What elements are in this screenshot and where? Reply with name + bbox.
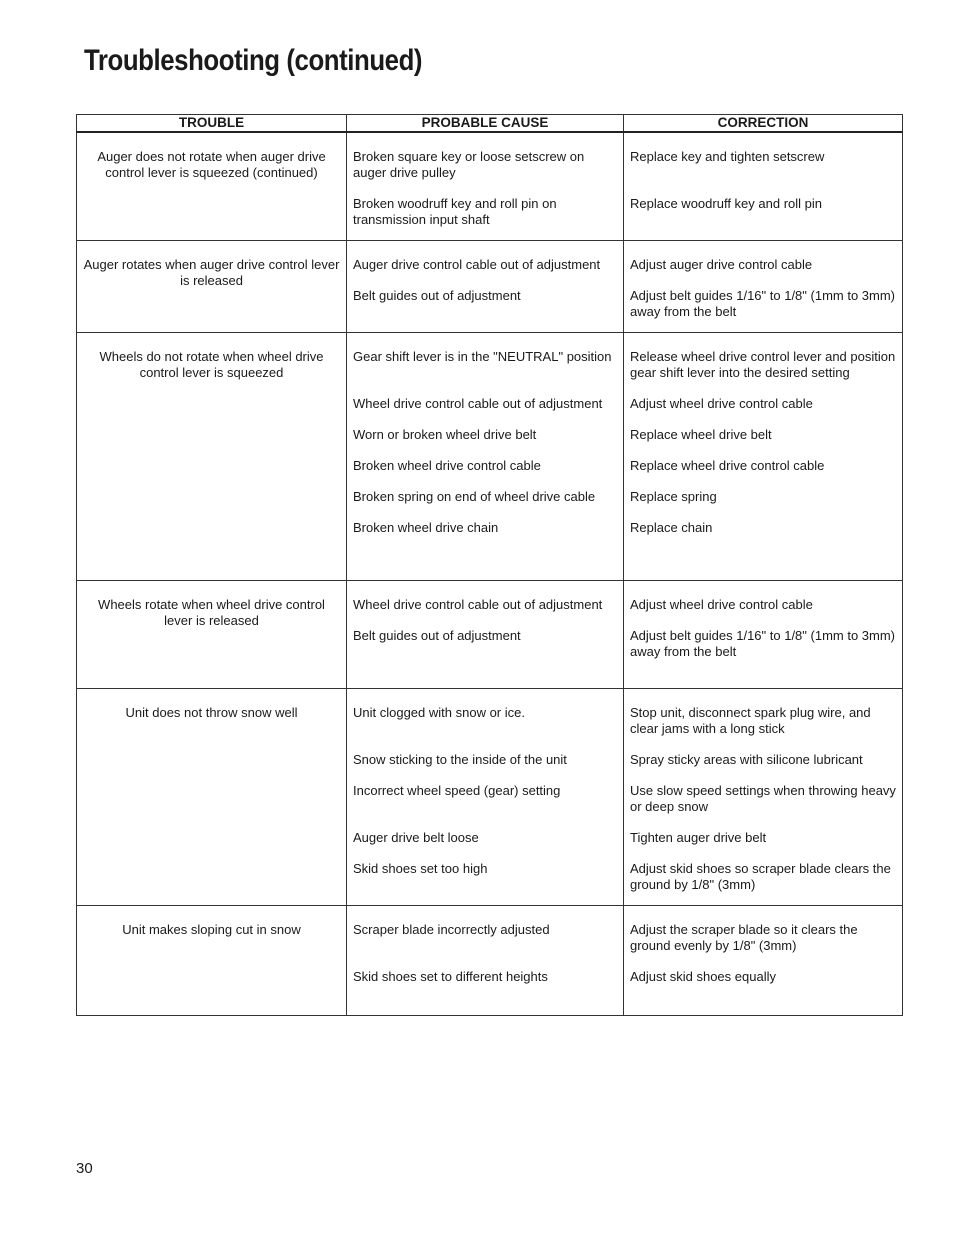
correction-item: Replace wheel drive control cable [630, 457, 825, 473]
cause-item: Snow sticking to the inside of the unit [353, 751, 567, 767]
correction-cell [624, 132, 903, 240]
probable-cause-cell [347, 905, 624, 1015]
correction-item: Use slow speed settings when throwing heavy or deep snow [630, 782, 896, 814]
trouble-cell: Unit does not throw snow well [77, 688, 347, 905]
correction-cell [624, 905, 903, 1015]
correction-item: Adjust skid shoes so scraper blade clears the ground by 1/8" (3mm) [630, 860, 891, 892]
table-row [77, 580, 903, 688]
cause-item: Worn or broken wheel drive belt [353, 426, 537, 442]
cause-item: Scraper blade incorrectly adjusted [353, 921, 550, 937]
page-title: Troubleshooting (continued) [84, 44, 423, 77]
cause-item: Wheel drive control cable out of adjustment [353, 596, 603, 612]
cause-item: Unit clogged with snow or ice. [353, 704, 525, 720]
cause-item: Incorrect wheel speed (gear) setting [353, 782, 561, 798]
table-row [77, 240, 903, 332]
correction-cell [624, 580, 903, 688]
header-correction: CORRECTION [624, 115, 903, 133]
correction-item: Spray sticky areas with silicone lubricant [630, 751, 863, 767]
cause-item: Gear shift lever is in the "NEUTRAL" position [353, 348, 612, 364]
correction-item: Adjust belt guides 1/16" to 1/8" (1mm to 3mm) away from the belt [630, 627, 896, 659]
correction-item: Replace woodruff key and roll pin [630, 196, 822, 211]
cause-item: Wheel drive control cable out of adjustment [353, 395, 603, 411]
correction-item: Replace chain [630, 519, 713, 535]
correction-item: Adjust skid shoes equally [630, 968, 776, 984]
correction-cell [624, 332, 903, 580]
cause-item: Skid shoes set too high [353, 860, 488, 876]
header-probable-cause: PROBABLE CAUSE [347, 115, 624, 133]
table-row [77, 332, 903, 580]
cause-item: Skid shoes set to different heights [353, 968, 548, 984]
table-row [77, 688, 903, 905]
correction-item: Replace key and tighten setscrew [630, 149, 825, 164]
cause-item: Broken square key or loose setscrew on auger drive pulley [353, 149, 585, 180]
probable-cause-cell [347, 332, 624, 580]
cause-item: Auger drive control cable out of adjustment [353, 256, 601, 272]
cause-item: Auger drive belt loose [353, 829, 479, 845]
trouble-cell: Wheels rotate when wheel drive control lever is released [77, 580, 347, 688]
table-row [77, 132, 903, 240]
correction-cell [624, 688, 903, 905]
page-number: 30 [76, 1160, 93, 1177]
probable-cause-cell [347, 580, 624, 688]
correction-cell [624, 240, 903, 332]
troubleshooting-table [76, 114, 903, 1016]
trouble-cell: Unit makes sloping cut in snow [77, 905, 347, 1015]
probable-cause-cell [347, 688, 624, 905]
cause-item: Broken wheel drive chain [353, 519, 499, 535]
correction-item: Tighten auger drive belt [630, 829, 767, 845]
table-row [77, 905, 903, 1015]
correction-item: Adjust belt guides 1/16" to 1/8" (1mm to 3mm) away from the belt [630, 287, 896, 319]
table-header-row [77, 115, 903, 133]
table-body [77, 132, 903, 1015]
correction-item: Adjust auger drive control cable [630, 256, 813, 272]
cause-item: Belt guides out of adjustment [353, 627, 521, 643]
correction-item: Release wheel drive control lever and position gear shift lever into the desired setting [630, 348, 896, 380]
probable-cause-cell [347, 240, 624, 332]
correction-item: Replace spring [630, 488, 717, 504]
correction-item: Adjust wheel drive control cable [630, 596, 813, 612]
correction-item: Adjust wheel drive control cable [630, 395, 813, 411]
trouble-cell: Auger does not rotate when auger drive control lever is squeezed (continued) [77, 132, 347, 240]
correction-item: Stop unit, disconnect spark plug wire, and clear jams with a long stick [630, 704, 871, 736]
cause-item: Broken spring on end of wheel drive cable [353, 488, 596, 504]
correction-item: Replace wheel drive belt [630, 426, 772, 442]
trouble-cell: Auger rotates when auger drive control lever is released [77, 240, 347, 332]
cause-item: Belt guides out of adjustment [353, 287, 521, 303]
correction-item: Adjust the scraper blade so it clears the ground evenly by 1/8" (3mm) [630, 921, 858, 953]
trouble-cell: Wheels do not rotate when wheel drive control lever is squeezed [77, 332, 347, 580]
header-trouble: TROUBLE [77, 115, 347, 133]
probable-cause-cell [347, 132, 624, 240]
cause-item: Broken woodruff key and roll pin on transmission input shaft [353, 196, 557, 227]
cause-item: Broken wheel drive control cable [353, 457, 541, 473]
